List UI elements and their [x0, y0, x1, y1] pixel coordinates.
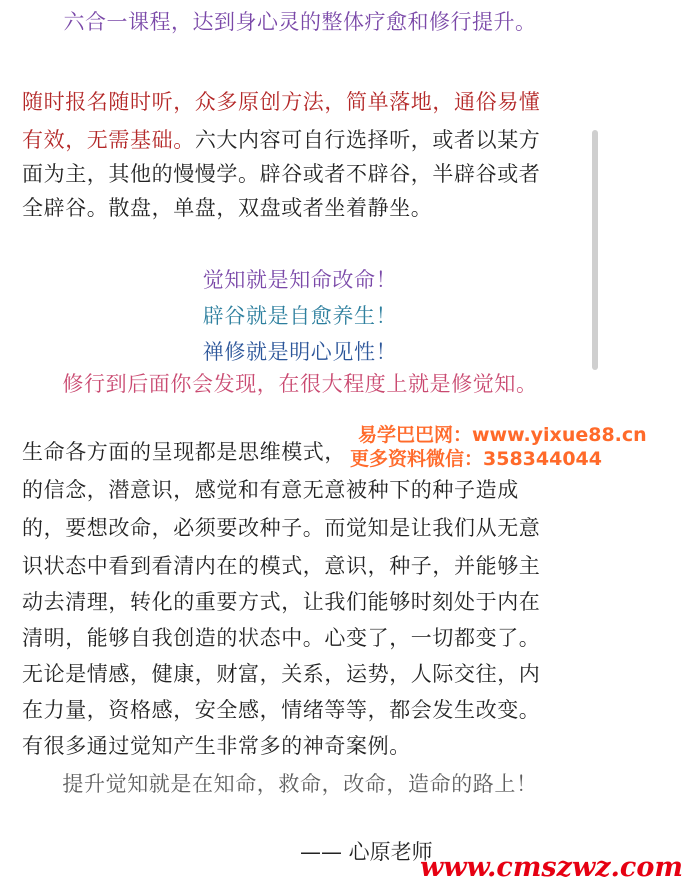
intro-line-3: 面为主，其他的慢慢学。辟谷或者不辟谷，半辟谷或者 — [22, 162, 541, 186]
slogan-fasting: 辟谷就是自愈养生！ — [202, 304, 398, 328]
body-line: 清明，能够自我创造的状态中。心变了，一切都变了。 — [22, 626, 541, 650]
body-line: 生命各方面的呈现都是思维模式， — [22, 440, 346, 464]
body-line: 在力量，资格感，安全感，情绪等等，都会发生改变。 — [22, 698, 541, 722]
intro-line-2-highlight: 有效，无需基础。 — [22, 128, 195, 152]
body-line: 动去清理，转化的重要方式，让我们能够时刻处于内在 — [22, 590, 541, 614]
intro-line-2-rest: 六大内容可自行选择听，或者以某方 — [194, 128, 541, 152]
signature: —— 心原老师 — [300, 840, 433, 864]
scrollbar[interactable] — [592, 130, 598, 370]
page-heading: 六合一课程，达到身心灵的整体疗愈和修行提升。 — [63, 10, 537, 34]
watermark-site: 易学巴巴网：www.yixue88.cn — [358, 424, 647, 446]
slogan-conclusion: 修行到后面你会发现，在很大程度上就是修觉知。 — [62, 372, 538, 396]
body-line: 有很多通过觉知产生非常多的神奇案例。 — [22, 734, 411, 758]
intro-line-2 — [22, 128, 540, 153]
intro-line-1: 随时报名随时听，众多原创方法，简单落地，通俗易懂 — [22, 90, 541, 114]
intro-line-4: 全辟谷。散盘，单盘，双盘或者坐着静坐。 — [22, 196, 433, 220]
body-line: 识状态中看到看清内在的模式，意识，种子，并能够主 — [22, 554, 541, 578]
slogan-awareness: 觉知就是知命改命！ — [202, 268, 398, 292]
slogan-meditation: 禅修就是明心见性！ — [202, 340, 398, 364]
body-line: 的，要想改命，必须要改种子。而觉知是让我们从无意 — [22, 516, 541, 540]
closing-line: 提升觉知就是在知命，救命，改命，造命的路上！ — [62, 772, 538, 796]
watermark-bottom: www.cmszwz.com — [420, 852, 683, 883]
body-line: 无论是情感，健康，财富，关系，运势，人际交往，内 — [22, 662, 541, 686]
watermark-contact: 更多资料微信：358344044 — [350, 448, 602, 470]
body-line: 的信念，潜意识，感觉和有意无意被种下的种子造成 — [22, 478, 519, 502]
